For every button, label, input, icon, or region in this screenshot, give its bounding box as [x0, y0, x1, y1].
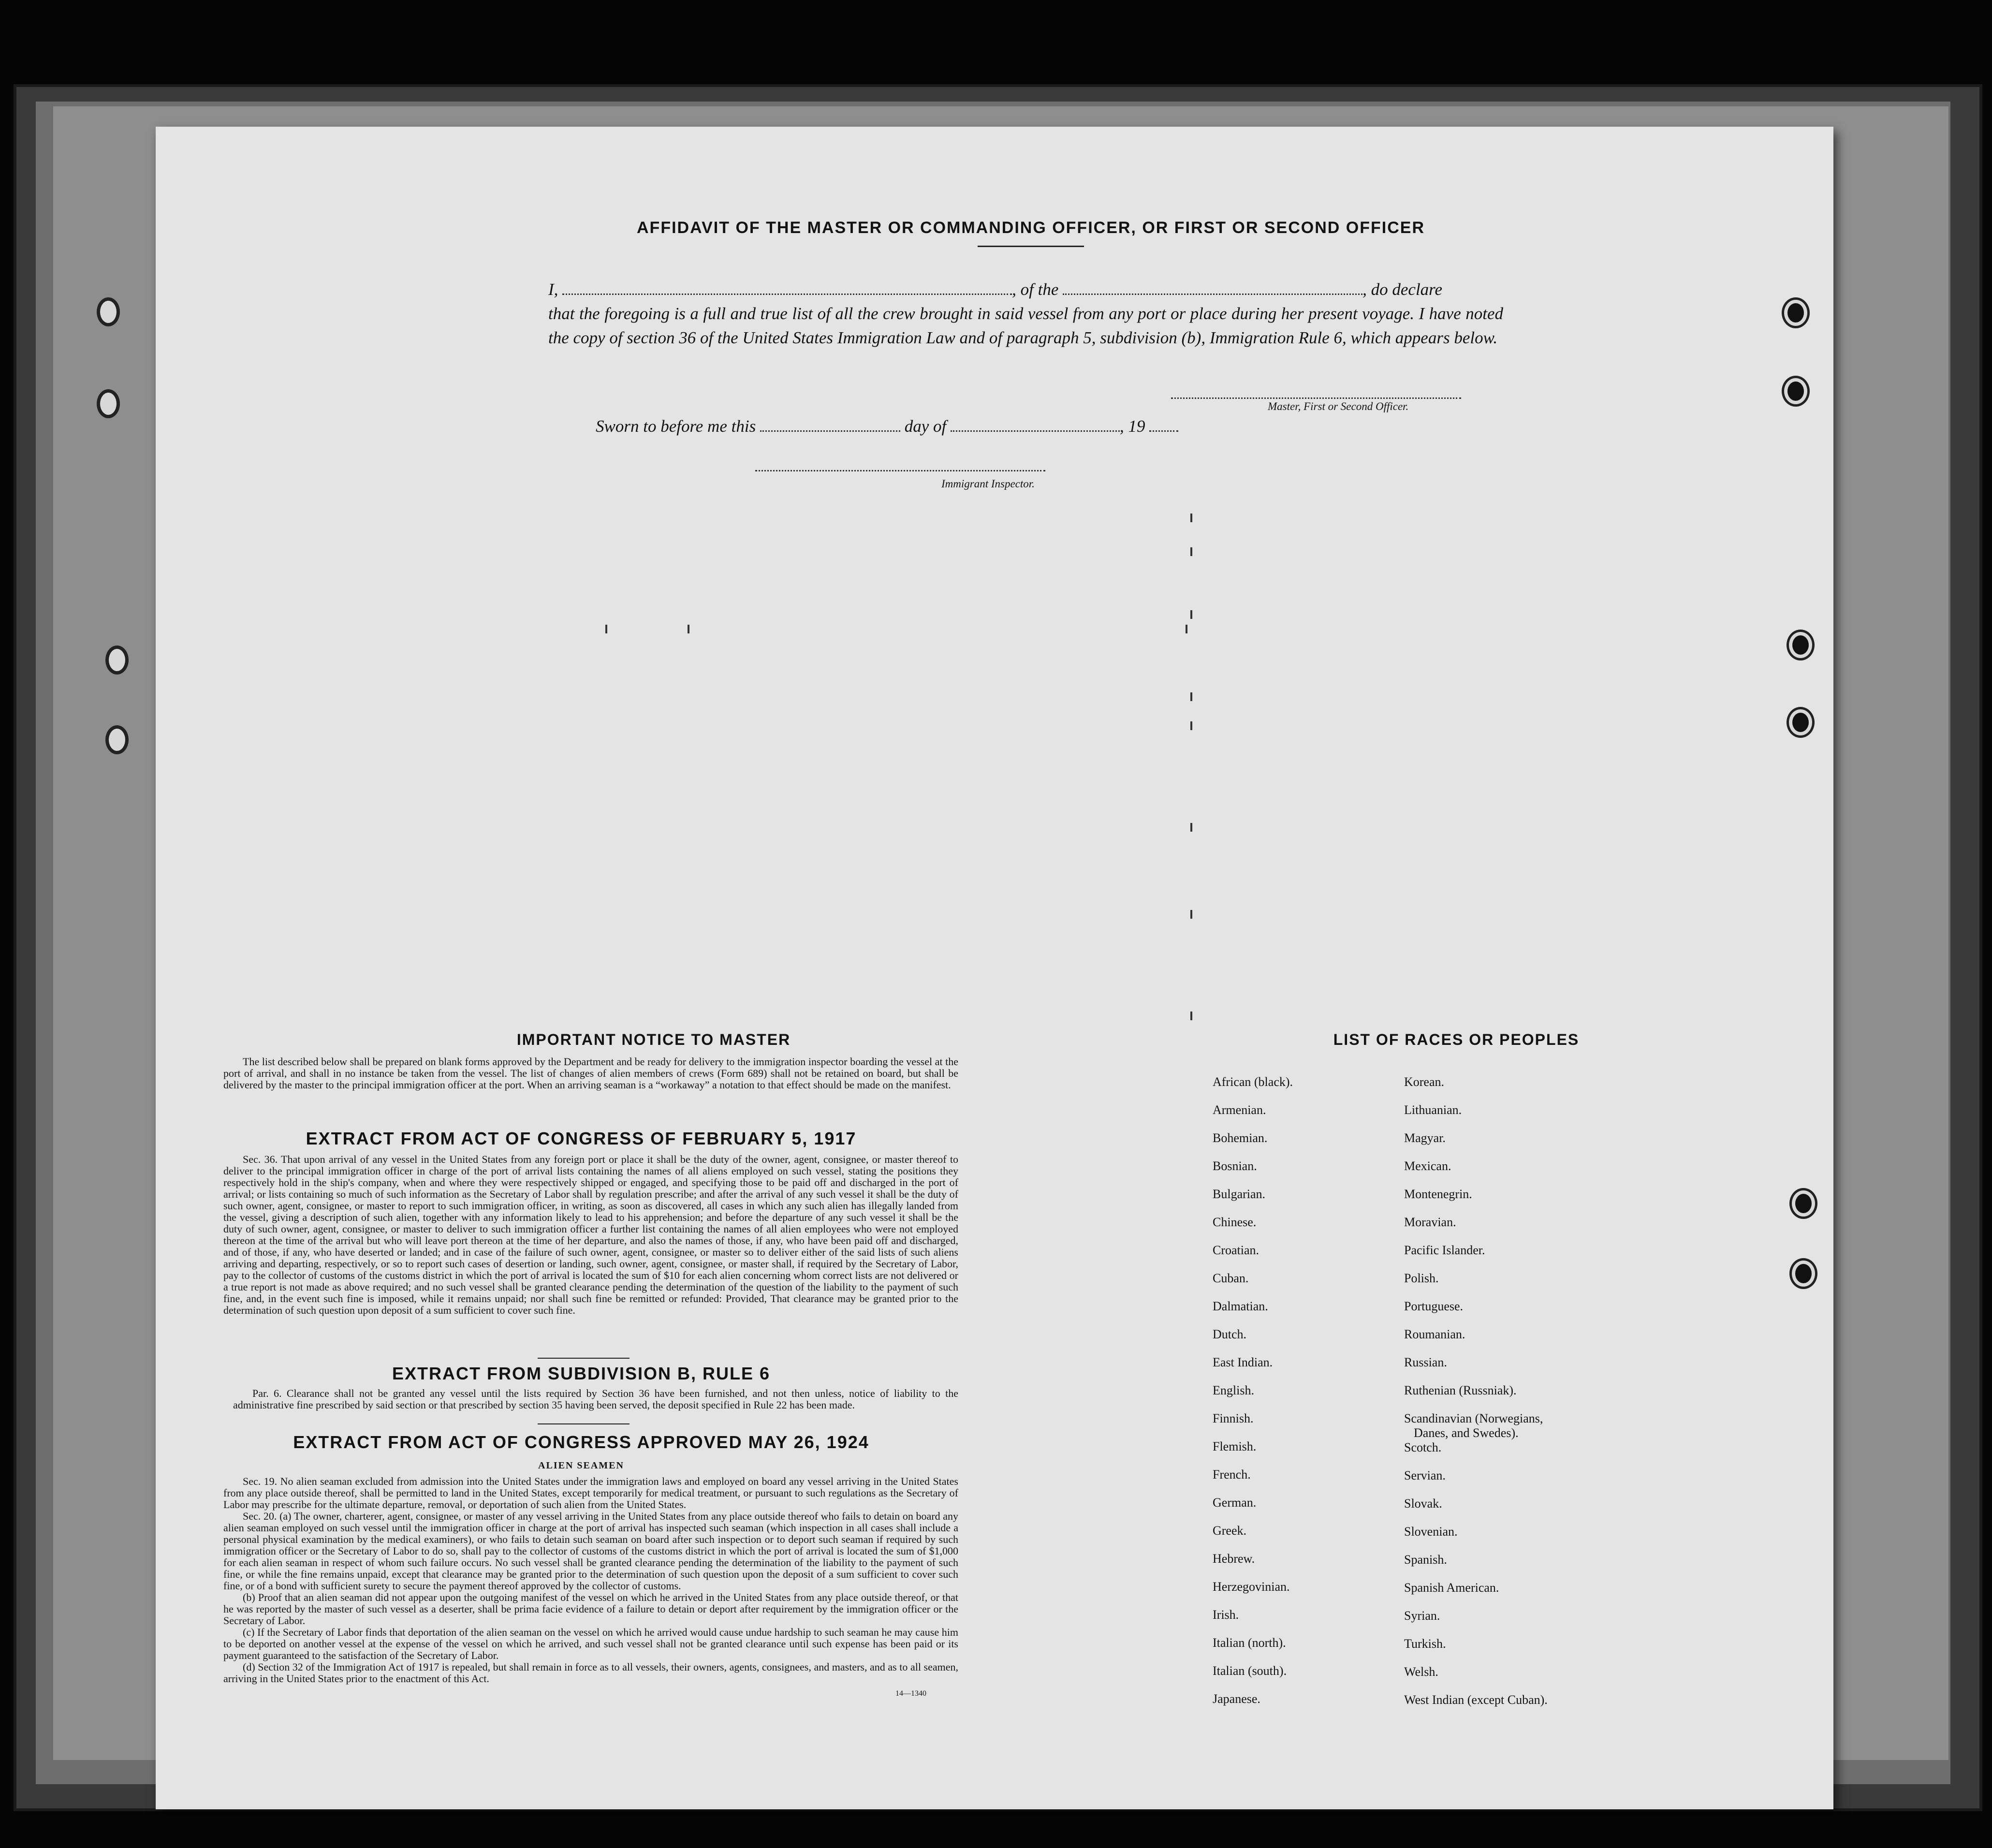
punch-hole-icon [1789, 632, 1812, 658]
binder-ring-icon [105, 645, 129, 675]
race-item: Lithuanian. [1404, 1103, 1462, 1117]
race-item: Welsh. [1404, 1665, 1438, 1679]
punch-hole-icon [1784, 300, 1807, 326]
extract-1924-body [223, 1476, 958, 1685]
extract-rule6-text: Par. 6. Clearance shall not be granted any vessel until the lists required by Section 36 have been furnished, and not then unless, notice of liability to the administrative fine prescribed by said section or that prescribed by section 35 having been served, the deposit specified in Rule 22 has been made. [233, 1387, 958, 1411]
race-item: Italian (south). [1213, 1664, 1287, 1678]
section-divider [538, 1423, 630, 1424]
vessel-blank[interactable] [1063, 283, 1362, 295]
race-item: Herzegovinian. [1213, 1580, 1290, 1594]
race-item: Finnish. [1213, 1411, 1254, 1425]
race-item: Scotch. [1404, 1440, 1442, 1454]
section-divider [538, 1358, 630, 1359]
race-item: Moravian. [1404, 1215, 1456, 1229]
race-item: Bulgarian. [1213, 1187, 1266, 1201]
punch-hole-icon [1784, 378, 1807, 404]
race-item: French. [1213, 1467, 1251, 1481]
sworn-line [596, 417, 1178, 436]
race-item: Roumanian. [1404, 1327, 1465, 1341]
affidavit-of-the: , of the [1012, 280, 1059, 299]
sec20a-text: Sec. 20. (a) The owner, charterer, agent, consignee, or master of any vessel arriving in the United States from any place outside thereof who fails to detain on board any alien seaman employed on such vessel until the immigration officer in charge at the port of arrival has inspected such seaman (which inspection in all cases shall include a personal physical examination by the medical examiners), or who fails to detain such seaman on board after such inspection or to deport such seaman if required by such immigration officer or the Secretary of Labor to do so, shall pay to the collector of customs of the customs district in which the port of arrival is located the sum of $1,000 for each alien seaman in respect of whom such failure occurs. No such vessel shall be granted clearance pending the determination of the liability to the payment of such fine, or while the fine remains unpaid, except that clearance may be granted prior to the determination of such question upon the deposit of a sum sufficient to cover such fine, or of a bond with sufficient surety to secure the payment thereof approved by the collector of customs. [223, 1510, 958, 1592]
sworn-year-label: , 19 [1119, 417, 1145, 436]
race-item: Scandinavian (Norwegians, [1404, 1411, 1543, 1425]
inspector-signature-line[interactable] [755, 470, 1045, 471]
race-item: African (black). [1213, 1075, 1293, 1089]
races-title: LIST OF RACES OR PEOPLES [1333, 1031, 1580, 1048]
race-item: Mexican. [1404, 1159, 1451, 1173]
master-signature-label: Master, First or Second Officer. [1268, 400, 1409, 412]
binder-ring-icon [97, 297, 120, 326]
notice-title: IMPORTANT NOTICE TO MASTER [516, 1031, 791, 1048]
notice-text: The list described below shall be prepared on blank forms approved by the Department and be ready for delivery to the immigration inspector boarding the vessel at the port of arrival, and shall in no instance be taken from the vessel. The list of changes of alien members of crews (Form 689) shall not be retained on board, but shall be delivered by the master to the principal immigration officer at the port. When an arriving seaman is a “workaway” a notation to that effect should be made on the manifest. [223, 1056, 958, 1091]
sec20d-text: (d) Section 32 of the Immigration Act of 1917 is repealed, but shall remain in force as to all vessels, their owners, agents, consignees, and masters, and as to all seamen, arriving in the United States prior to the enactment of this Act. [223, 1661, 958, 1685]
extract-1924-title: EXTRACT FROM ACT OF CONGRESS APPROVED MAY 26, 1924 [293, 1432, 869, 1452]
name-blank[interactable] [562, 283, 1012, 295]
punch-hole-icon [1792, 1261, 1815, 1287]
binder-ring-icon [105, 725, 129, 754]
race-item: West Indian (except Cuban). [1404, 1693, 1548, 1707]
sworn-month-blank[interactable] [951, 420, 1120, 432]
race-item: Bohemian. [1213, 1131, 1268, 1145]
race-item: Magyar. [1404, 1131, 1446, 1145]
sec20b-text: (b) Proof that an alien seaman did not appear upon the outgoing manifest of the vessel on which he arrived in the United States from any place outside thereof, or that he was reported by the master of such vessel as a deserter, shall be prima facie evidence of a failure to detain or deport after requirement by the immigration officer or the Secretary of Labor. [223, 1591, 958, 1627]
race-item: Dutch. [1213, 1327, 1247, 1341]
race-item: Bosnian. [1213, 1159, 1257, 1173]
affidavit-declaration [548, 278, 1503, 350]
race-item: Polish. [1404, 1271, 1439, 1285]
binder-ring-icon [97, 389, 120, 418]
race-item: Danes, and Swedes). [1414, 1426, 1519, 1440]
race-item: Hebrew. [1213, 1552, 1255, 1566]
race-item: Slovenian. [1404, 1525, 1458, 1539]
race-item: Irish. [1213, 1608, 1239, 1622]
race-item: Korean. [1404, 1075, 1445, 1089]
race-item: Greek. [1213, 1524, 1247, 1538]
races-right-column [1404, 1075, 1548, 1721]
extract-rule6-body [233, 1388, 958, 1411]
race-item: Portuguese. [1404, 1299, 1464, 1313]
race-item: Ruthenian (Russniak). [1404, 1383, 1517, 1397]
affidavit-i: I, [548, 280, 558, 299]
sec20c-text: (c) If the Secretary of Labor finds that deportation of the alien seaman on the vessel on which he arrived would cause undue hardship to such seaman he may cause him to be deported on another vessel at the expense of the vessel on which he arrived, and such vessel shall not be granted clearance until such expense has been paid or its payment guaranteed to the satisfaction of the Secretary of Labor. [223, 1626, 958, 1661]
punch-hole-icon [1789, 709, 1812, 735]
sworn-year-blank[interactable] [1149, 420, 1178, 432]
affidavit-body: that the foregoing is a full and true list of all the crew brought in said vessel from any port or place during her present voyage. I have noted the copy of section 36 of the United States Immigration Law and of paragraph 5, subdivision (b), Immigration Rule 6, which appears below. [548, 304, 1503, 347]
sworn-day-label: day of [904, 417, 947, 436]
inspector-signature-label: Immigrant Inspector. [941, 478, 1035, 490]
races-left-column [1213, 1075, 1293, 1720]
extract-1917-title: EXTRACT FROM ACT OF CONGRESS OF FEBRUARY 5, 1917 [306, 1129, 857, 1148]
sworn-day-blank[interactable] [760, 420, 900, 432]
race-item: Croatian. [1213, 1243, 1260, 1257]
affidavit-title: AFFIDAVIT OF THE MASTER OR COMMANDING OFFICER, OR FIRST OR SECOND OFFICER [637, 219, 1425, 237]
punch-hole-icon [1792, 1190, 1815, 1217]
race-item: Spanish American. [1404, 1581, 1499, 1595]
extract-1917-text: Sec. 36. That upon arrival of any vessel in the United States from any foreign port or place it shall be the duty of the owner, agent, consignee, or master thereof to deliver to the principal immigration officer in charge of the port of arrival lists containing the names of all aliens employed on such vessel, stating the positions they respectively hold in the ship's company, when and where they were respectively shipped or engaged, and specifying those to be paid off and discharged in the port of arrival; or lists containing so much of such information as the Secretary of Labor shall by regulation prescribe; and after the arrival of any such vessel it shall be the duty of such owner, agent, consignee, or master to report to such immigration officer, in writing, as soon as discovered, all cases in which any such alien has illegally landed from the vessel, giving a description of such alien, together with any information likely to lead to his apprehension; and before the departure of any such vessel it shall be the duty of such owner, agent, consignee, or master to deliver to such immigration officer a further list containing the names of all alien employees who were not employed thereon at the time of the arrival but who will leave port thereon at the time of her departure, and also the names of those, if any, who have been paid off and discharged, and of those, if any, who have deserted or landed; and in case of the failure of such owner, agent, consignee, or master so to deliver either of the said lists of such aliens arriving and departing, respectively, or so to report such cases of desertion or landing, such owner, agent, consignee, or master shall, if required by the Secretary of Labor, pay to the collector of customs of the customs district in which the port of arrival is located the sum of $10 for each alien concerning whom correct lists are not delivered or a true report is not made as above required; and no such vessel shall be granted clearance pending the determination of the question of the liability to the payment of such fine, and, in the event such fine is imposed, while it remains unpaid; nor shall such fine be remitted or refunded: Provided, That clearance may be granted prior to the determination of such question upon deposit of a sum sufficient to cover such fine. [223, 1153, 958, 1316]
affidavit-declare: , do declare [1362, 280, 1443, 299]
race-item: Armenian. [1213, 1103, 1266, 1117]
race-item: Servian. [1404, 1468, 1446, 1482]
form-number: 14—1340 [895, 1689, 926, 1698]
master-signature-line[interactable] [1171, 397, 1461, 399]
race-item: Spanish. [1404, 1553, 1447, 1567]
race-item: Syrian. [1404, 1609, 1440, 1623]
race-item: Russian. [1404, 1355, 1447, 1369]
alien-seamen-subtitle: ALIEN SEAMEN [538, 1460, 624, 1471]
race-item: Flemish. [1213, 1439, 1257, 1453]
title-underline [978, 246, 1084, 247]
race-item: Montenegrin. [1404, 1187, 1472, 1201]
race-item: Turkish. [1404, 1637, 1446, 1651]
notice-body [223, 1056, 958, 1091]
race-item: East Indian. [1213, 1355, 1273, 1369]
race-item: Dalmatian. [1213, 1299, 1268, 1313]
race-item: Italian (north). [1213, 1636, 1286, 1650]
race-item: Slovak. [1404, 1496, 1442, 1511]
sec19-text: Sec. 19. No alien seaman excluded from admission into the United States under the immigration laws and employed on board any vessel arriving in the United States from any place outside thereof, shall be permitted to land in the United States, except temporarily for medical treatment, or pursuant to such regulations as the Secretary of Labor may prescribe for the ultimate departure, removal, or deportation of such alien from the United States. [223, 1475, 958, 1511]
race-item: Cuban. [1213, 1271, 1249, 1285]
race-item: Chinese. [1213, 1215, 1257, 1229]
race-item: Pacific Islander. [1404, 1243, 1485, 1257]
race-item: English. [1213, 1383, 1254, 1397]
manifest-back-page [156, 127, 1833, 1809]
extract-rule6-title: EXTRACT FROM SUBDIVISION B, RULE 6 [392, 1364, 771, 1383]
extract-1917-body [223, 1154, 958, 1316]
race-item: German. [1213, 1496, 1257, 1510]
sworn-label: Sworn to before me this [596, 417, 756, 436]
race-item: Japanese. [1213, 1692, 1260, 1706]
